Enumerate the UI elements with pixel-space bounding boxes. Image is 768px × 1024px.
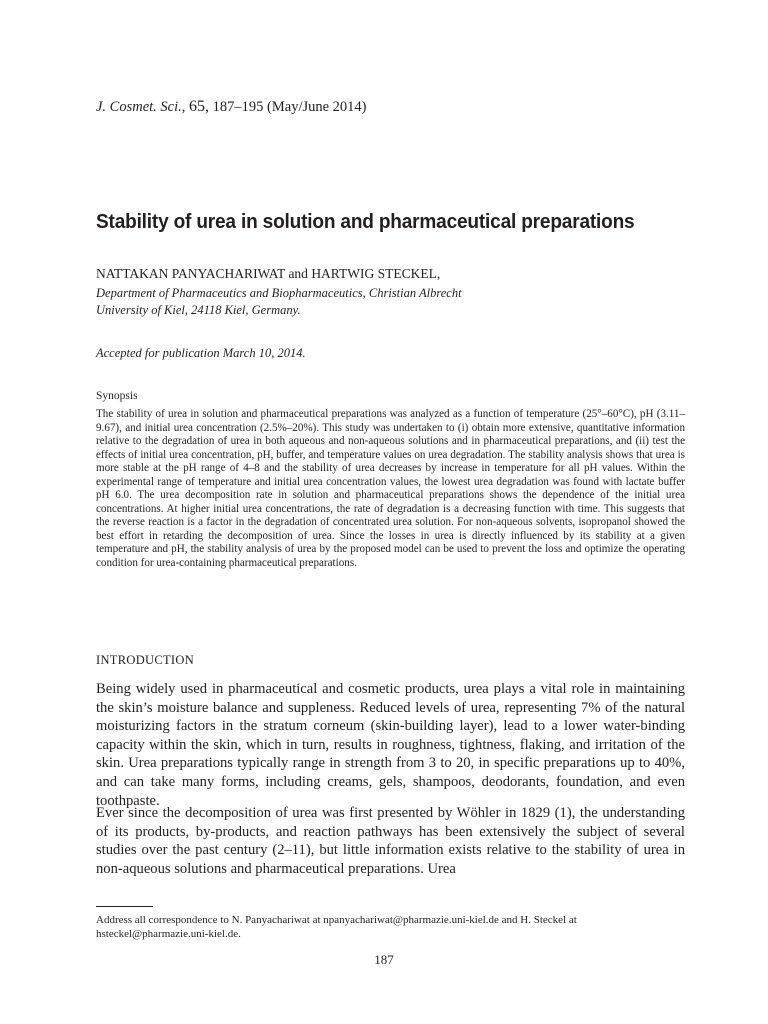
page-number: 187 — [374, 952, 394, 967]
paper-title: Stability of urea in solution and pharmaceutical preparations — [96, 210, 635, 233]
affiliation-line: University of Kiel, 24118 Kiel, Germany. — [96, 303, 301, 317]
synopsis-body: The stability of urea in solution and pharmaceutical preparations was analyzed as a function of temperature (25°–60°C), pH (3.11–9.67), and initial urea concentration (2.5%–20%). This study was undertaken to (i) obtain more extensive, quantitative information relative to the degradation of urea in both aqueous and non-aqueous solutions and in pharmaceutical preparations, and (ii) test the effects of initial urea concentration, pH, buffer, and temperature values on urea degradation. The stability analysis shows that urea is more stable at the pH range of 4–8 and the stability of urea decreases by increase in temperature for all pH values. Within the experimental range of temperature and initial urea concentration values, the lowest urea degradation was found with lactate buffer pH 6.0. The urea decomposition rate in solution and pharmaceutical preparations shows the dependence of the initial urea concentrations. At higher initial urea concentrations, the rate of degradation is a decreasing function with time. This suggests that the reverse reaction is a factor in the degradation of concentrated urea solution. For non-aqueous solvents, isopropanol showed the best effort in retarding the decomposition of urea. Since the losses in urea is directly influenced by its stability at a given temperature and pH, the stability analysis of urea by the proposed model can be used to prevent the loss and optimize the operating condition for urea-containing pharmaceutical preparations. — [96, 408, 685, 570]
accepted-date: Accepted for publication March 10, 2014. — [96, 346, 306, 360]
author-name: NATTAKAN PANYACHARIWAT — [96, 266, 286, 281]
footnote-rule — [96, 906, 153, 907]
journal-citation — [96, 98, 367, 116]
author-conjunction: and — [288, 266, 308, 281]
footnote: Address all correspondence to N. Panyachariwat at npanyachariwat@pharmazie.uni-kiel.de and H. Steckel at hsteckel@pharmazie.uni-kiel.de. — [96, 914, 577, 940]
affiliation-line: Department of Pharmaceutics and Biopharmaceutics, Christian Albrecht — [96, 286, 462, 300]
synopsis-heading: Synopsis — [96, 390, 138, 402]
affiliation — [96, 285, 656, 319]
author-line — [96, 266, 440, 282]
journal-volume: 65, — [189, 98, 210, 115]
body-paragraph: Being widely used in pharmaceutical and cosmetic products, urea plays a vital role in maintaining the skin’s moisture balance and suppleness. Reduced levels of urea, representing 7% of the natural moisturizing factors in the stratum corneum (skin-building layer), lead to a lower water-binding capacity within the skin, which in turn, results in roughness, tightness, flaking, and irritation of the skin. Urea preparations typically range in strength from 3 to 20, in specific preparations up to 40%, and can take many forms, including creams, gels, shampoos, deodorants, foundation, and even toothpaste. — [96, 681, 685, 809]
journal-name: J. Cosmet. Sci., — [96, 99, 186, 115]
section-heading-introduction: INTRODUCTION — [96, 653, 195, 667]
author-name: HARTWIG STECKEL, — [311, 266, 441, 281]
body-paragraph: Ever since the decomposition of urea was first presented by Wöhler in 1829 (1), the understanding of its products, by-products, and reaction pathways has been extensively the subject of several studies over the past century (2–11), but little information exists relative to the stability of urea in non-aqueous solutions and pharmaceutical preparations. Urea — [96, 805, 685, 877]
journal-pages-date: 187–195 (May/June 2014) — [212, 99, 367, 115]
